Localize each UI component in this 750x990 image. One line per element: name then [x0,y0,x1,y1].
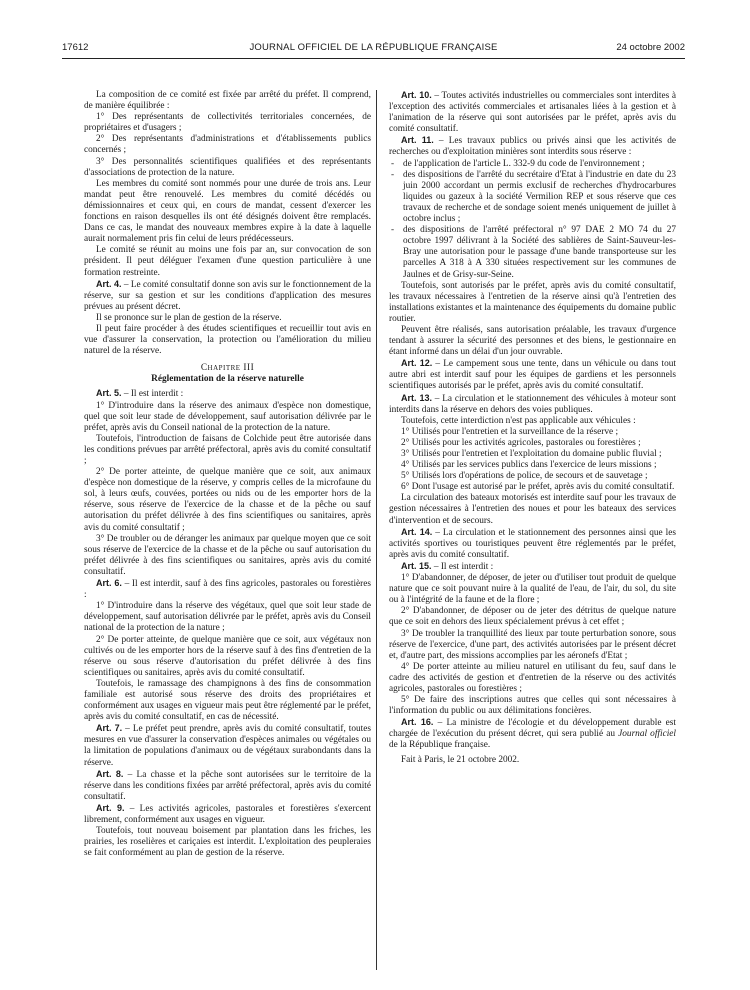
paragraph: 5° Utilisés lors d'opérations de police, de secours et de sauvetage ; [401,471,648,482]
article-label: Art. 9. [96,802,125,813]
paragraph: Les membres du comité sont nommés pour une durée de trois ans. Leur mandat peut être renouvelé. Les membres du comité décédés ou démissionnaires et ceux qui, en cours de mandat, cessent d'exercer les fonctions en raison desquelles ils ont été désignés doivent être remplacés. Dans ce cas, le mandat des nouveaux membres expire à la date à laquelle aurait normalement pris fin celui de leurs prédécesseurs. [84,178,371,245]
dash-list [389,159,676,281]
paragraph: 4° De porter atteinte au milieu naturel en utilisant du feu, sauf dans le cadre des activités de gestion et d'entretien de la réserve ou des activités agricoles, pastorales ou forestières ; [389,661,676,694]
article-text: – Le préfet peut prendre, après avis du comité consultatif, toutes mesures en vue d'assurer la conservation d'espèces animales ou végétales ou la limitation de populations d'animaux ou de végétaux surabondants dans la réserve. [84,724,371,768]
article-label: Art. 5. [96,388,122,399]
list-item: - des dispositions de l'arrêté préfectoral n° 97 DAE 2 MO 74 du 27 octobre 1997 délivrant à la Société des sablières de Saint-Sauveur-les-Bray une autorisation pour le passage d'une bande transporteuse sur les parcelles A 318 à A 330 situées respectivement sur les communes de Jaulnes et de Grisy-sur-Seine. [399,225,676,280]
article-text: – La circulation et le stationnement des véhicules à moteur sont interdits dans la réserve en dehors des voies publiques. [389,393,676,415]
chapter-title: Réglementation de la réserve naturelle [151,374,304,385]
article-text: – Il est interdit : [121,389,184,400]
list-item: - des dispositions de l'arrêté du secrétaire d'Etat à l'industrie en date du 23 juin 2000 accordant un permis exclusif de recherches d'hydrocarbures liquides ou gazeux à la société Vermilion REP et sous réserve que ces travaux de recherche et de sondage soient menés uniquement de juillet à octobre inclus ; [399,170,676,225]
journal-title: JOURNAL OFFICIEL DE LA RÉPUBLIQUE FRANÇAISE [249,42,498,53]
paragraph: 3° Utilisés pour l'entretien et l'exploitation du domaine public fluvial ; [401,449,662,459]
article-10 [389,90,676,135]
signature-line: Fait à Paris, le 21 octobre 2002. [401,754,520,765]
article-label: Art. 15. [401,560,432,571]
paragraph: 3° Des personnalités scientifiques qualifiées et des représentants d'associations de protection de la nature. [84,156,371,178]
article-label: Art. 16. [401,717,434,728]
article-6 [84,578,371,601]
paragraph: 1° Utilisés pour l'entretien et la surveillance de la réserve ; [401,426,619,437]
paragraph: 2° De porter atteinte, de quelque manière que ce soit, aux végétaux non cultivés ou de les emporter hors de la réserve sauf à des fins d'entretien de la réserve ou sous réserve d'autorisation du préfet délivrée à des fins scientifiques ou sanitaires, après avis du comité consultatif. [84,634,371,678]
article-text: – Il est interdit, sauf à des fins agricoles, pastorales ou forestières : [84,579,371,601]
article-15 [389,561,676,573]
publication-date: 24 octobre 2002 [616,42,685,53]
paragraph: Le comité se réunit au moins une fois par an, sur convocation de son président. Il peut déléguer l'examen d'une question particulière à une formation restreinte. [84,245,371,278]
article-label: Art. 6. [96,578,122,589]
article-13 [389,393,676,416]
article-14 [389,527,676,561]
article-text: – La circulation et le stationnement des personnes ainsi que les activités sportives ou touristiques peuvent être réglementés par le préfet, après avis du comité consultatif. [389,527,676,560]
right-column [389,90,676,766]
paragraph: Peuvent être réalisés, sans autorisation préalable, les travaux d'urgence tendant à assurer la sécurité des personnes et des biens, le gestionnaire en étant informé dans un délai d'un jour ouvrable. [389,324,676,358]
paragraph: 1° D'abandonner, de déposer, de jeter ou d'utiliser tout produit de quelque nature que ce soit pouvant nuire à la qualité de l'eau, de l'air, du sol, du site ou à l'intégrité de la faune et de la flore ; [389,573,676,606]
paragraph: Il se prononce sur le plan de gestion de la réserve. [96,312,282,323]
page-header [62,40,685,56]
paragraph: 4° Utilisés par les services publics dans l'exercice de leurs missions ; [401,460,657,471]
article-text: – Les travaux publics ou privés ainsi que les activités de recherches ou d'exploitation minières sont interdits sous réserve : [389,136,676,158]
article-label: Art. 10. [401,90,432,100]
paragraph: Toutefois, tout nouveau boisement par plantation dans les friches, les prairies, les roselières et cariçaies est interdit. L'exploitation des peupleraies se fait conformément au plan de gestion de la réserve. [84,826,371,859]
paragraph: 2° De porter atteinte, de quelque manière que ce soit, aux animaux d'espèce non domestique de la réserve, y compris celles de la microfaune du sol, à leurs œufs, couvées, portées ou nids ou de les emporter hors de la réserve, sous réserve de l'exercice de la chasse et de la pêche ou sauf autorisation du préfet délivrée à des fins scientifiques ou sanitaires, après avis du comité consultatif ; [84,467,371,533]
article-text: – La ministre de l'écologie et du développement durable est chargée de l'exécution du présent décret, qui sera publié au [389,718,676,740]
left-column [84,90,371,859]
journal-name: Journal officiel [618,729,676,740]
paragraph: 1° D'introduire dans la réserve des animaux d'espèce non domestique, quel que soit leur stade de développement, sauf autorisation délivrée par le préfet, après avis du Conseil national de la protection de la nature. [84,400,371,433]
column-divider [376,90,377,970]
paragraph: La circulation des bateaux motorisés est interdite sauf pour les travaux de gestion nécessaires à l'entretien des noues et pour les bateaux des services d'intervention et de secours. [389,493,676,526]
article-11 [389,135,676,158]
article-label: Art. 7. [96,723,123,734]
article-text: – Les activités agricoles, pastorales et forestières s'exercent librement, conformément aux usages en vigueur. [84,803,371,825]
article-text: – Le campement sous une tente, dans un véhicule ou dans tout autre abri est interdit sauf pour les équipes de gardiens et les personnels scientifiques autorisés par le préfet, après avis du comité consultatif. [389,359,677,392]
article-9 [84,803,371,826]
paragraph: 3° De troubler la tranquillité des lieux par toute perturbation sonore, sous réserve de l'exercice, d'une part, des activités autorisées par le présent décret et, d'autre part, des missions accomplies par les aéronefs d'Etat ; [389,628,676,661]
list-item: - de l'application de l'article L. 332-9 du code de l'environnement ; [399,159,676,170]
article-label: Art. 13. [401,392,432,403]
article-5 [84,388,371,400]
paragraph: Il peut faire procéder à des études scientifiques et recueillir tout avis en vue d'assurer la conservation, la protection ou l'amélioration du milieu naturel de la réserve. [84,323,371,357]
chapter-heading: Chapitre III [200,363,255,374]
article-12 [389,358,676,392]
paragraph: 2° D'abandonner, de déposer ou de jeter des détritus de quelque nature que ce soit en dehors des lieux spécialement prévus à cet effet ; [389,606,676,628]
paragraph: Toutefois, le ramassage des champignons à des fins de consommation familiale est autorisé sous réserve des droits des propriétaires et conformément aux usages en vigueur mais peut être réglementé par le préfet, après avis du comité consultatif, en cas de nécessité. [84,678,371,723]
paragraph: La composition de ce comité est fixée par arrêté du préfet. Il comprend, de manière équilibrée : [84,90,371,112]
article-label: Art. 14. [401,526,433,537]
article-text: de la République française. [389,740,491,751]
paragraph: 2° Des représentants d'administrations et d'établissements publics concernés ; [84,134,371,156]
paragraph: 1° D'introduire dans la réserve des végétaux, quel que soit leur stade de développement, sauf autorisation délivrée par le préfet, après avis du Conseil national de la protection de la nature ; [84,601,371,634]
paragraph: Toutefois, sont autorisés par le préfet, après avis du comité consultatif, les travaux nécessaires à l'entretien de la réserve ainsi qu'à l'entretien des installations existantes et la maintenance des équipements du domaine public routier. [389,280,676,324]
article-text: – La chasse et la pêche sont autorisées sur le territoire de la réserve dans les conditions fixées par arrêté préfectoral, après avis du comité consultatif. [84,769,371,802]
article-7 [84,723,371,768]
paragraph: Toutefois, cette interdiction n'est pas applicable aux véhicules : [401,415,636,426]
article-label: Art. 4. [96,278,122,289]
paragraph: 1° Des représentants de collectivités territoriales concernées, de propriétaires et d'usagers ; [84,112,371,134]
article-label: Art. 12. [401,358,433,369]
paragraph: 3° De troubler ou de déranger les animaux par quelque moyen que ce soit sous réserve de l'exercice de la chasse et de la pêche ou sauf autorisation du préfet délivrée à des fins scientifiques ou sanitaires, après avis du comité consultatif. [84,533,371,577]
paragraph: Toutefois, l'introduction de faisans de Colchide peut être autorisée dans les conditions prévues par arrêté préfectoral, après avis du comité consultatif ; [84,433,371,466]
paragraph: 2° Utilisés pour les activités agricoles, pastorales ou forestières ; [401,437,641,448]
article-label: Art. 8. [96,768,124,779]
article-16 [389,717,676,751]
article-text: – Le comité consultatif donne son avis sur le fonctionnement de la réserve, sur sa gestion et sur les conditions d'application des mesures prévues au présent décret. [84,279,371,312]
header-rule [62,58,685,59]
article-text: – Toutes activités industrielles ou commerciales sont interdites à l'exception des activités commerciales et artisanales liées à la gestion et à l'animation de la réserve qui sont autorisées par le préfet, après avis du comité consultatif. [389,91,677,135]
article-8 [84,769,371,803]
page-number: 17612 [62,42,89,53]
paragraph: 6° Dont l'usage est autorisé par le préfet, après avis du comité consultatif. [401,482,675,493]
article-4 [84,279,371,313]
article-label: Art. 11. [401,135,434,146]
article-text: – Il est interdit : [431,561,494,572]
paragraph: 5° De faire des inscriptions autres que celles qui sont nécessaires à l'information du public ou aux délimitations foncières. [389,695,676,717]
